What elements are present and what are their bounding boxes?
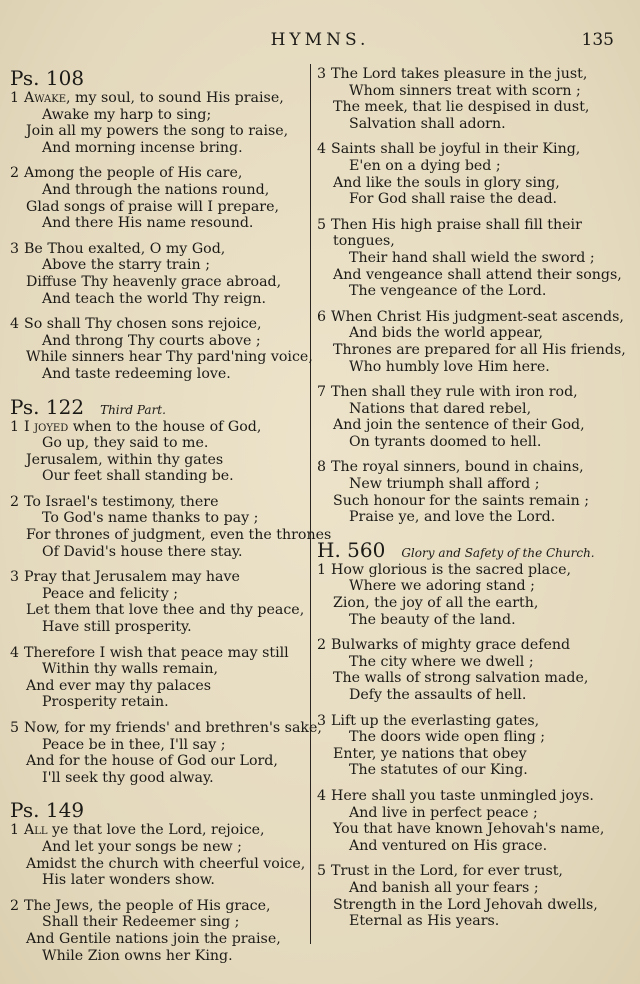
verse-line: While sinners hear Thy pard'ning voice, xyxy=(26,349,313,366)
verse-line-first xyxy=(10,569,306,586)
verse-line-first xyxy=(10,898,306,915)
psalm-label: Ps. 149 xyxy=(10,798,85,823)
verse-line-first xyxy=(317,308,624,326)
verse-line: Zion, the joy of all the earth, xyxy=(333,595,539,612)
verse-line: I'll seek thy good alway. xyxy=(42,769,214,786)
verse-number: 4 xyxy=(10,644,20,661)
verse-line: The walls of strong salvation made, xyxy=(333,670,589,687)
verse-line: Enter, ye nations that obey xyxy=(333,745,527,762)
hymn-subtitle: Glory and Safety of the Church. xyxy=(401,545,595,560)
verse-line: The statutes of our King. xyxy=(349,762,528,779)
verse-number: 3 xyxy=(317,712,327,729)
verse-line: The city where we dwell ; xyxy=(349,653,534,670)
verse-text: How glorious is the sacred place, xyxy=(331,561,571,578)
verse-line: And banish all your fears ; xyxy=(349,879,539,896)
verse-line: The meek, that lie despised in dust, xyxy=(333,99,590,116)
verse-line-first xyxy=(317,141,619,158)
verse-line-first xyxy=(317,217,619,234)
verse-line-first xyxy=(10,316,306,333)
verse-line: Our feet shall standing be. xyxy=(42,468,234,485)
verse-line: Awake my harp to sing; xyxy=(42,106,212,123)
verse-line: And Gentile nations join the praise, xyxy=(26,930,281,947)
verse-text: Pray that Jerusalem may have xyxy=(24,569,240,586)
stanza xyxy=(10,898,306,964)
verse-line-first xyxy=(10,165,306,182)
verse-line: Nations that dared rebel, xyxy=(349,400,532,417)
stanza xyxy=(10,241,306,307)
page-number: 135 xyxy=(581,30,614,50)
stanza xyxy=(10,645,306,711)
verse-line: Have still prosperity. xyxy=(42,619,192,636)
verse-text: To Israel's testimony, there xyxy=(24,493,219,510)
stanza xyxy=(317,637,619,703)
verse-number: 1 xyxy=(10,822,20,839)
verse-line: And for the house of God our Lord, xyxy=(26,753,278,770)
verse-line: Strength in the Lord Jehovah dwells, xyxy=(333,896,598,913)
stanza xyxy=(10,569,306,635)
verse-line-first xyxy=(10,645,306,662)
verse-line-first xyxy=(10,419,306,436)
verse-line: Eternal as His years. xyxy=(349,913,500,930)
verse-text: Here shall you taste unmingled joys. xyxy=(331,787,594,804)
verse-number: 3 xyxy=(10,240,20,257)
verse-number: 5 xyxy=(317,216,327,233)
verse-line: The doors wide open fling ; xyxy=(349,729,546,746)
stanza xyxy=(317,788,619,854)
verse-number: 2 xyxy=(10,165,20,182)
psalm-heading xyxy=(10,798,306,822)
psalm-heading xyxy=(10,395,306,419)
verse-line: You that have known Jehovah's name, xyxy=(333,821,605,838)
psalm-subtitle: Third Part. xyxy=(100,402,166,417)
verse-line: Defy the assaults of hell. xyxy=(349,687,527,703)
verse-number: 2 xyxy=(317,637,327,654)
stanza xyxy=(317,308,626,375)
verse-line: And teach the world Thy reign. xyxy=(42,290,267,307)
verse-line: Amidst the church with cheerful voice, xyxy=(26,855,306,872)
right-column xyxy=(317,66,626,939)
verse-text: Saints shall be joyful in their King, xyxy=(331,141,581,158)
hymn-heading xyxy=(317,538,619,562)
verse-text: Then His high praise shall fill their xyxy=(331,216,582,233)
verse-text: When Christ His judgment-seat ascends, xyxy=(331,308,624,325)
stanza xyxy=(317,459,619,525)
verse-line: E'en on a dying bed ; xyxy=(349,157,501,174)
verse-line: Peace be in thee, I'll say ; xyxy=(42,736,226,753)
verse-line-first xyxy=(317,713,619,730)
verse-line: Whom sinners treat with scorn ; xyxy=(349,82,581,99)
verse-line: And bids the world appear, xyxy=(349,325,544,342)
verse-line: And vengeance shall attend their songs, xyxy=(333,266,622,283)
stanza xyxy=(10,720,322,786)
verse-line: And morning incense bring. xyxy=(42,139,243,156)
verse-line: His later wonders show. xyxy=(42,872,215,889)
verse-text: when to the house of God, xyxy=(68,418,262,435)
stanza xyxy=(317,141,619,207)
stanza xyxy=(10,90,306,156)
verse-line-first xyxy=(10,720,322,737)
verse-number: 4 xyxy=(317,787,327,804)
verse-line: The beauty of the land. xyxy=(349,611,516,628)
verse-line: Where we adoring stand ; xyxy=(349,578,535,595)
verse-number: 8 xyxy=(317,459,327,476)
hymn-label: H. 560 xyxy=(317,537,386,562)
stanza xyxy=(10,493,332,560)
verse-text: ye that love the Lord, rejoice, xyxy=(47,822,265,839)
verse-text: Trust in the Lord, for ever trust, xyxy=(331,863,563,880)
verse-line-first xyxy=(317,562,619,579)
verse-line-first xyxy=(317,384,619,401)
verse-line: Salvation shall adorn. xyxy=(349,115,506,132)
verse-line-first xyxy=(317,863,619,880)
verse-opening-word: All xyxy=(24,822,48,839)
verse-number: 1 xyxy=(10,90,20,106)
verse-line-first xyxy=(10,241,306,258)
left-column xyxy=(10,66,332,973)
verse-number: 1 xyxy=(10,418,20,435)
verse-number: 7 xyxy=(317,384,327,401)
verse-opening-word: Awake, xyxy=(24,90,71,106)
stanza xyxy=(317,66,619,132)
verse-line: New triumph shall afford ; xyxy=(349,476,540,493)
verse-line: And there His name resound. xyxy=(42,215,254,232)
verse-line-first xyxy=(317,788,619,805)
stanza xyxy=(10,165,306,231)
verse-line: Shall their Redeemer sing ; xyxy=(42,914,240,931)
stanza xyxy=(317,713,619,779)
verse-line: Who humbly love Him here. xyxy=(349,358,550,375)
verse-line: Their hand shall wield the sword ; xyxy=(349,249,595,266)
verse-line: While Zion owns her King. xyxy=(42,947,233,964)
verse-number: 3 xyxy=(317,66,327,82)
verse-line: Diffuse Thy heavenly grace abroad, xyxy=(26,273,282,290)
verse-text: Then shall they rule with iron rod, xyxy=(331,384,578,401)
verse-line-first xyxy=(317,459,619,476)
verse-number: 2 xyxy=(10,897,20,914)
verse-number: 4 xyxy=(317,141,327,158)
verse-line: Within thy walls remain, xyxy=(42,661,218,678)
verse-line: And join the sentence of their God, xyxy=(333,417,585,434)
verse-number: 4 xyxy=(10,316,20,333)
stanza xyxy=(317,216,622,300)
stanza xyxy=(10,822,306,888)
verse-text: Among the people of His care, xyxy=(24,165,243,182)
verse-line-continued: tongues, xyxy=(333,233,395,250)
verse-line: Glad songs of praise will I prepare, xyxy=(26,198,279,215)
verse-line: For thrones of judgment, even the thrones xyxy=(26,527,332,544)
psalm-label: Ps. 122 xyxy=(10,394,85,419)
verse-line: To God's name thanks to pay ; xyxy=(42,510,259,527)
verse-line: Prosperity retain. xyxy=(42,694,169,711)
verse-text: Therefore I wish that peace may still xyxy=(24,644,289,661)
stanza xyxy=(317,863,619,929)
verse-text: Now, for my friends' and brethren's sake, xyxy=(24,720,322,736)
verse-text: The Jews, the people of His grace, xyxy=(24,897,271,914)
verse-number: 6 xyxy=(317,308,327,325)
verse-line: Peace and felicity ; xyxy=(42,585,179,602)
verse-line: And ventured on His grace. xyxy=(349,837,548,854)
verse-line: Of David's house there stay. xyxy=(42,543,243,560)
verse-opening-word: I joyed xyxy=(24,418,69,435)
verse-line: Praise ye, and love the Lord. xyxy=(349,509,556,526)
verse-line: Jerusalem, within thy gates xyxy=(26,451,224,468)
verse-line: And throng Thy courts above ; xyxy=(42,332,261,349)
verse-text: my soul, to sound His praise, xyxy=(70,90,284,106)
verse-number: 2 xyxy=(10,493,20,510)
verse-line: And like the souls in glory sing, xyxy=(333,174,560,191)
verse-number: 5 xyxy=(317,863,327,880)
psalm-heading xyxy=(10,66,306,90)
verse-number: 5 xyxy=(10,720,20,736)
verse-line: Thrones are prepared for all His friends, xyxy=(333,341,626,358)
stanza xyxy=(10,316,313,382)
verse-line: And let your songs be new ; xyxy=(42,838,242,855)
running-header: HYMNS. xyxy=(270,30,370,50)
verse-line: Such honour for the saints remain ; xyxy=(333,492,590,509)
verse-line: And taste redeeming love. xyxy=(42,365,231,382)
verse-line-first xyxy=(10,822,306,839)
verse-line: For God shall raise the dead. xyxy=(349,191,558,208)
verse-text: The Lord takes pleasure in the just, xyxy=(331,66,588,82)
verse-text: Lift up the everlasting gates, xyxy=(331,712,540,729)
stanza xyxy=(317,384,619,450)
verse-line-first xyxy=(317,66,619,83)
verse-line: And through the nations round, xyxy=(42,181,270,198)
verse-line: The vengeance of the Lord. xyxy=(349,283,547,300)
verse-number: 3 xyxy=(10,569,20,586)
stanza xyxy=(10,419,306,485)
verse-text: So shall Thy chosen sons rejoice, xyxy=(24,316,262,333)
psalm-label: Ps. 108 xyxy=(10,66,85,90)
verse-number: 1 xyxy=(317,561,327,578)
verse-line: Join all my powers the song to raise, xyxy=(26,123,289,140)
verse-line-first xyxy=(317,637,619,654)
verse-line: And ever may thy palaces xyxy=(26,677,212,694)
verse-text: Be Thou exalted, O my God, xyxy=(24,240,226,257)
verse-line: Go up, they said to me. xyxy=(42,435,209,452)
verse-line-first xyxy=(10,90,306,107)
verse-line: On tyrants doomed to hell. xyxy=(349,433,542,450)
stanza xyxy=(317,562,619,628)
column-divider xyxy=(310,64,311,944)
verse-line: And live in perfect peace ; xyxy=(349,804,538,821)
verse-text: Bulwarks of mighty grace defend xyxy=(331,637,571,654)
verse-line: Let them that love thee and thy peace, xyxy=(26,602,305,619)
verse-text: The royal sinners, bound in chains, xyxy=(331,459,584,476)
verse-line-first xyxy=(10,494,306,511)
verse-line: Above the starry train ; xyxy=(42,257,210,274)
